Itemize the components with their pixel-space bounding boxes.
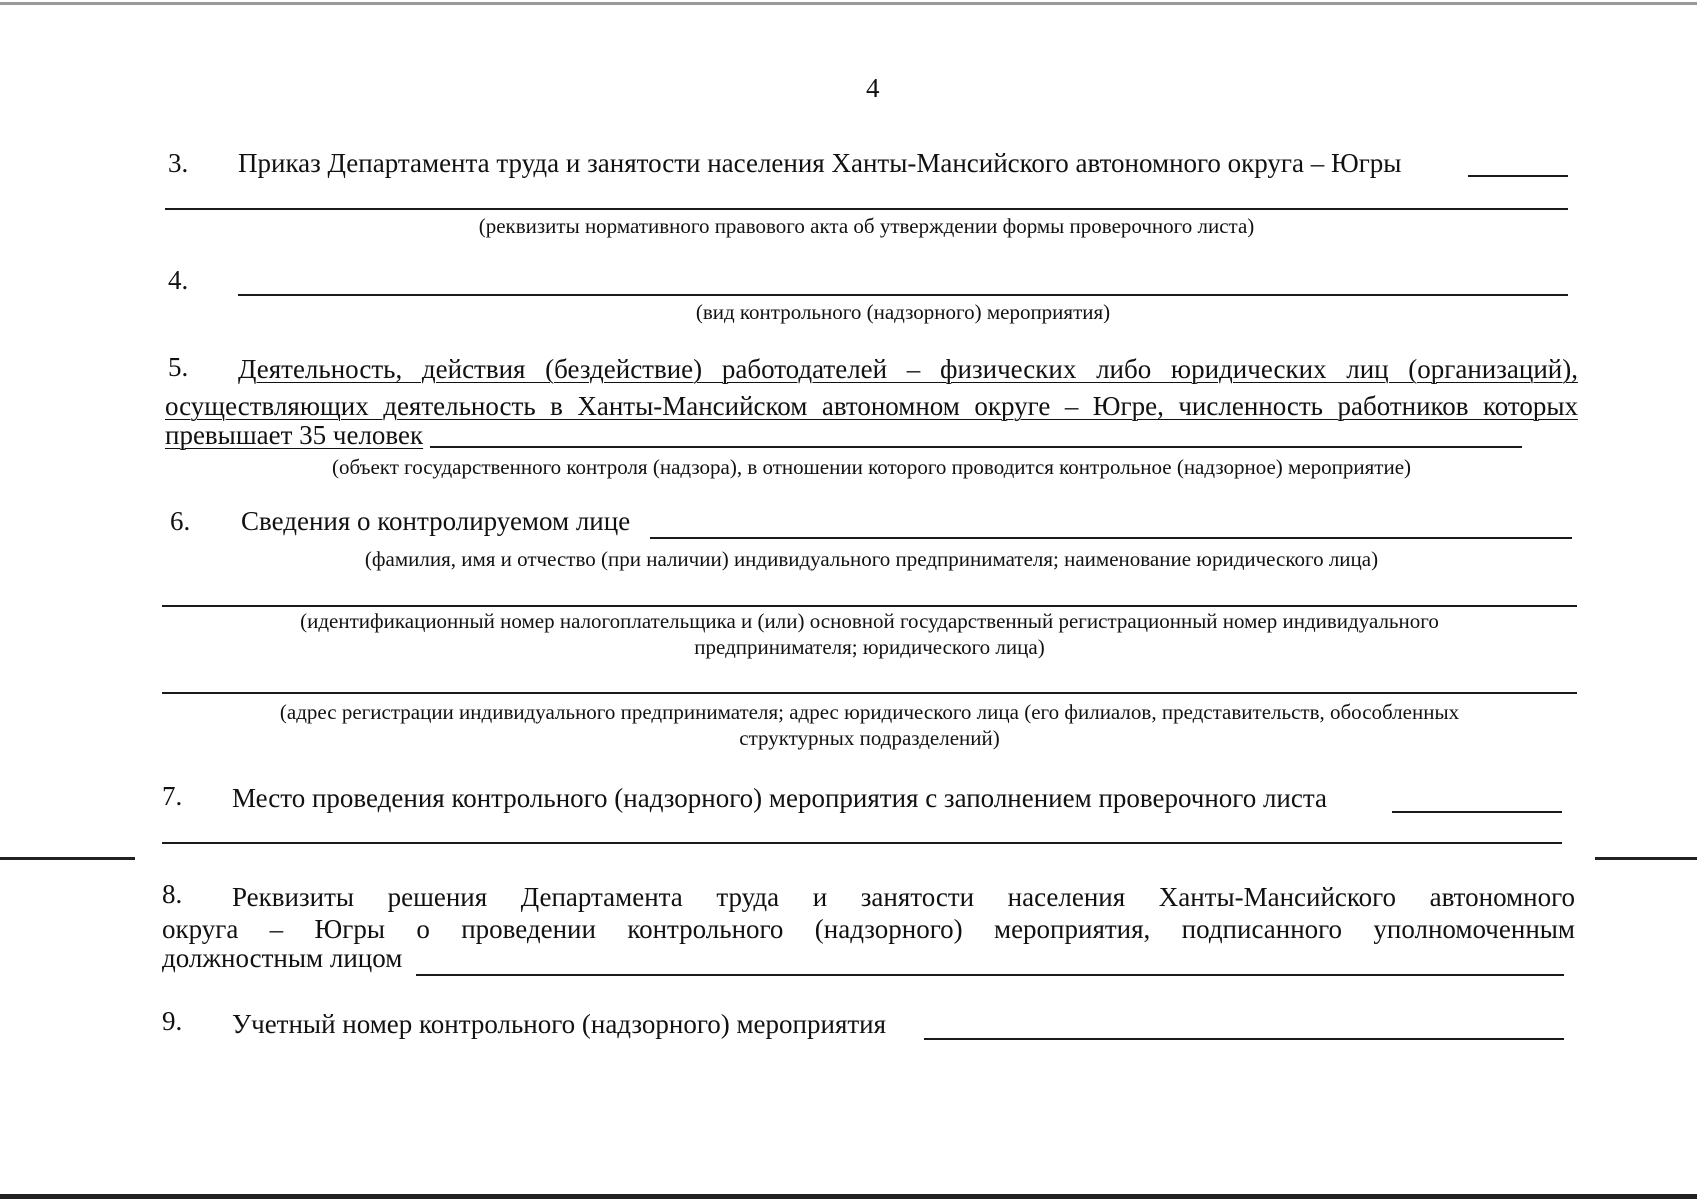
item-4-caption: (вид контрольного (надзорного) мероприятия): [695, 300, 1111, 324]
scan-top-edge: [0, 2, 1697, 5]
item-5-line-1: Деятельность, действия (бездействие) работодателей – физических либо юридических лиц (организаций),: [238, 354, 1578, 384]
item-6-caption-address-line-2: структурных подразделений): [739, 726, 1000, 750]
item-6-caption-address-line-1: (адрес регистрации индивидуального предпринимателя; адрес юридического лица (его филиалов, представительств, обособленных: [279, 700, 1460, 724]
scan-fold-line-right: [1595, 857, 1697, 860]
item-4-fill-line: [238, 294, 1568, 296]
item-6-fill-line: [650, 537, 1572, 539]
item-5-line-3: превышает 35 человек: [165, 420, 424, 450]
page-number: 4: [866, 73, 880, 103]
item-7-fill-line-end: [1392, 811, 1562, 813]
item-6-caption-name: (фамилия, имя и отчество (при наличии) индивидуального предпринимателя; наименование юридического лица): [364, 547, 1379, 571]
item-6-caption-inn-line-1: (идентификационный номер налогоплательщика и (или) основной государственный регистрационный номер индивидуального: [300, 609, 1439, 633]
item-3-caption: (реквизиты нормативного правового акта об утверждении формы проверочного листа): [478, 214, 1255, 238]
item-3-text: Приказ Департамента труда и занятости населения Ханты-Мансийского автономного округа – Югры: [238, 148, 1402, 178]
item-8-line-2: округа – Югры о проведении контрольного (надзорного) мероприятия, подписанного уполномоченным: [162, 914, 1575, 944]
item-6-text: Сведения о контролируемом лице: [241, 506, 631, 536]
item-3-fill-line: [165, 208, 1568, 210]
item-8-line-1: Реквизиты решения Департамента труда и занятости населения Ханты-Мансийского автономного: [232, 882, 1575, 912]
item-6-number: 6.: [170, 506, 191, 536]
item-6-address-line: [162, 692, 1577, 694]
item-9-number: 9.: [162, 1006, 183, 1036]
item-9-text: Учетный номер контрольного (надзорного) мероприятия: [232, 1009, 887, 1039]
item-6-caption-inn-line-2: предпринимателя; юридического лица): [694, 635, 1045, 659]
item-3-number: 3.: [168, 148, 189, 178]
item-7-text: Место проведения контрольного (надзорного) мероприятия с заполнением проверочного листа: [232, 783, 1327, 813]
item-3-fill-line-end: [1468, 175, 1568, 177]
scan-bottom-edge: [0, 1194, 1697, 1199]
item-7-fill-line: [162, 842, 1562, 844]
item-7-number: 7.: [162, 781, 183, 811]
item-9-fill-line: [924, 1038, 1564, 1040]
item-8-fill-line: [416, 974, 1564, 976]
item-8-line-3: должностным лицом: [162, 943, 403, 973]
item-4-number: 4.: [168, 265, 189, 295]
scan-fold-line-left: [0, 857, 135, 860]
item-8-number: 8.: [162, 879, 183, 909]
item-5-caption: (объект государственного контроля (надзора), в отношении которого проводится контрольное (надзорное) мероприятие): [331, 455, 1412, 479]
item-5-number: 5.: [168, 352, 189, 382]
item-5-line-2: осуществляющих деятельность в Ханты-Мансийском автономном округе – Югре, численность работников которых: [165, 391, 1578, 421]
item-6-inn-line: [162, 605, 1577, 607]
item-5-fill-line: [430, 446, 1522, 448]
